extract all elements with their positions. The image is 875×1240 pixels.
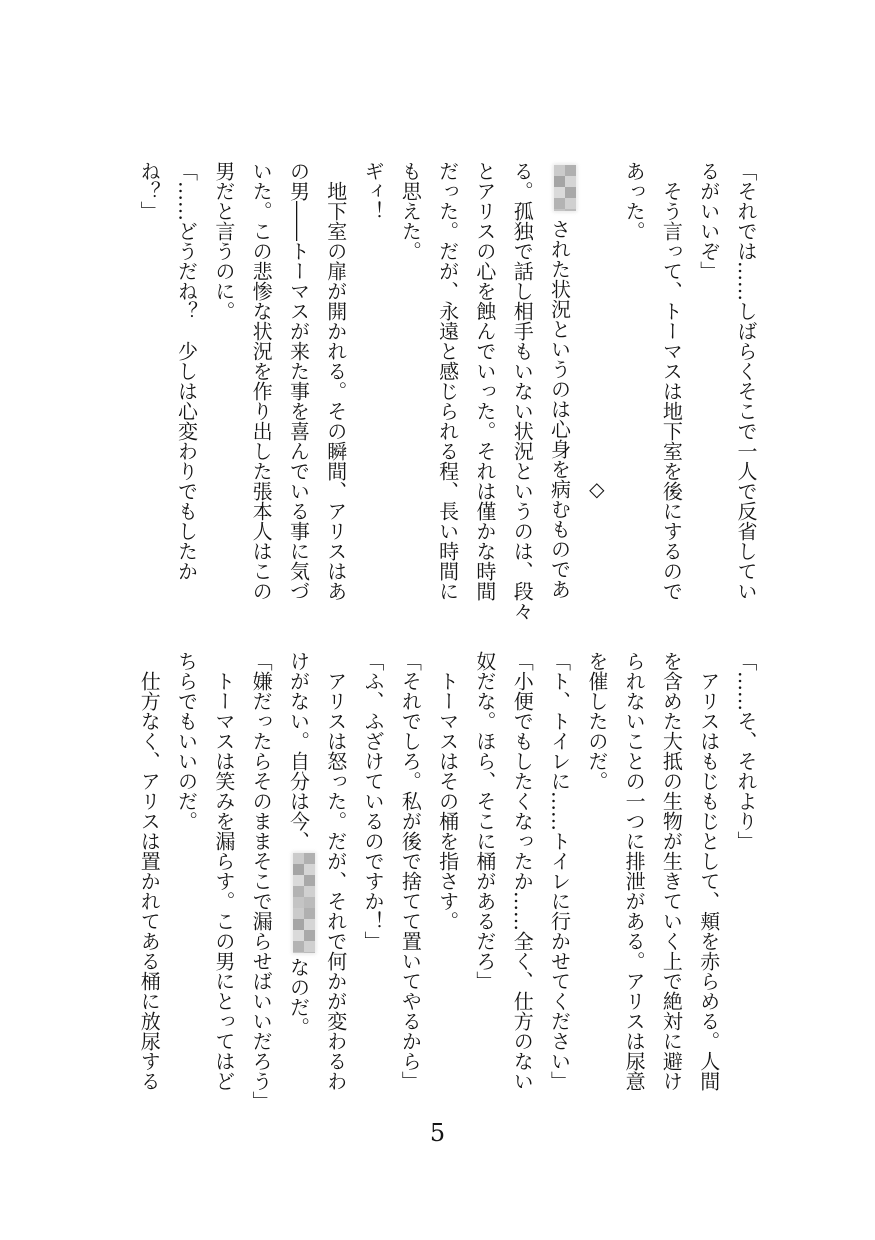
text-column: る。孤独で話し相手もいない状況というのは、段々: [510, 161, 535, 621]
column-text-before-censor: けがない。自分は今、: [286, 651, 311, 851]
text-column: られないことの一つに排泄がある。アリスは尿意: [622, 651, 647, 1091]
censor-mosaic: [554, 165, 576, 211]
text-column: いた。この悲惨な状況を作り出した張本人はこの: [249, 161, 274, 601]
text-column: るがいいぞ」: [696, 161, 721, 281]
text-column: 「それでは……しばらくそこで一人で反省してい: [734, 161, 758, 601]
column-text-after-censor: なのだ。: [286, 957, 311, 1037]
text-column: ね？」: [137, 161, 162, 221]
lower-text-block: [130, 651, 764, 1111]
text-column: 「それでしろ。私が後で捨てて置いてやるから」: [398, 651, 423, 1091]
text-column: 仕方なく、アリスは置かれてある桶に放尿する: [137, 651, 162, 1091]
text-column: [279, 651, 316, 1091]
text-column: 奴だな。ほら、そこに桶があるだろ」: [472, 651, 497, 991]
text-column: [540, 161, 577, 601]
text-column: とアリスの心を蝕んでいった。それは僅かな時間: [472, 161, 497, 601]
text-column: トーマスはその桶を指さす。: [435, 651, 460, 931]
column-text-after-censor: された状況というのは心身を病むものであ: [547, 219, 572, 599]
text-column: ちらでもいいのだ。: [174, 651, 199, 831]
text-column: トーマスは笑みを漏らす。この男にとってはど: [211, 651, 236, 1091]
upper-text-block: [130, 161, 764, 621]
censor-mosaic: [293, 853, 315, 953]
text-column: の男――トーマスが来た事を喜んでいる事に気づ: [286, 161, 311, 601]
page-number: 5: [429, 1119, 446, 1147]
text-column: 「小便でもしたくなったか……全く、仕方のない: [510, 651, 535, 1091]
text-column: を催したのだ。: [584, 651, 609, 791]
scene-break-diamond: ◇: [584, 477, 609, 501]
text-column: を含めた大抵の生物が生きていく上で絶対に避け: [659, 651, 684, 1091]
text-column: 「……どうだね？ 少しは心変わりでもしたか: [174, 161, 199, 581]
text-column: ギィ！: [361, 161, 386, 221]
text-column: 「……そ、それより」: [734, 651, 758, 851]
text-column: あった。: [622, 161, 647, 241]
text-column: アリスは怒った。だが、それで何かが変わるわ: [323, 651, 348, 1091]
text-column: アリスはもじもじとして、頬を赤らめる。人間: [696, 651, 721, 1091]
text-column: 「ト、トイレに……トイレに行かせてください」: [547, 651, 572, 1091]
text-column: 男だと言うのに。: [211, 161, 236, 321]
text-column: 「ふ、ふざけているのですか！」: [361, 651, 386, 951]
text-column: そう言って、トーマスは地下室を後にするので: [659, 161, 684, 601]
text-column: 「嫌だったらそのままそこで漏らせばいいだろう」: [249, 651, 274, 1111]
text-column: 地下室の扉が開かれる。その瞬間、アリスはあ: [323, 161, 348, 601]
text-column: だった。だが、永遠と感じられる程、長い時間に: [435, 161, 460, 601]
text-column: も思えた。: [398, 161, 423, 261]
